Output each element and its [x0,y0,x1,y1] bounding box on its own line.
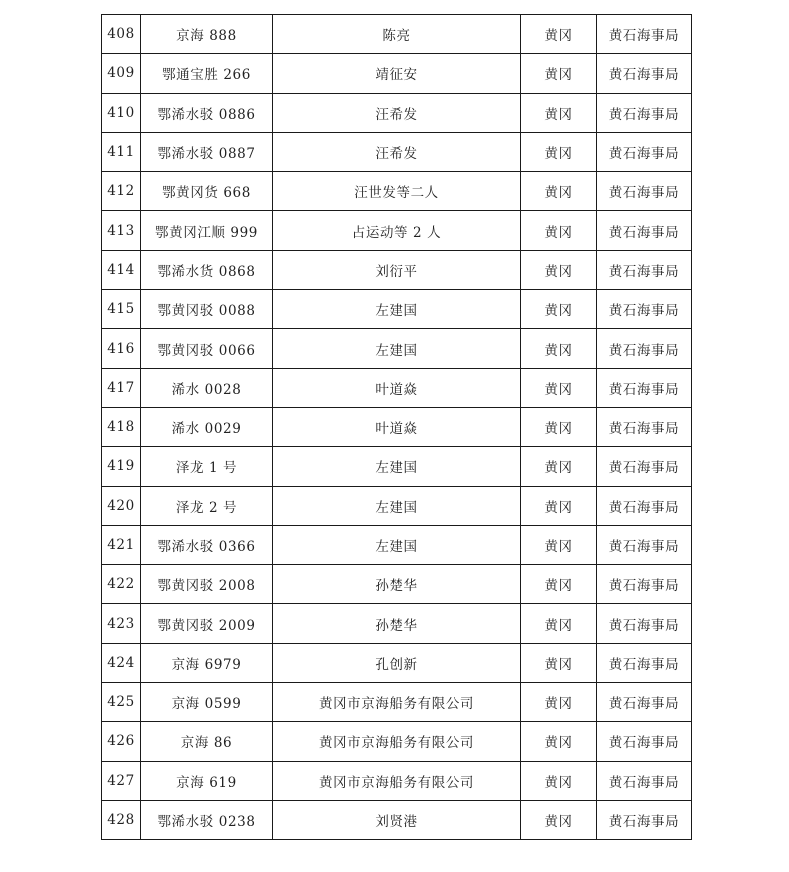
row-number-cell: 414 [102,250,141,289]
ship-name-cell: 鄂黄冈驳 0088 [141,290,273,329]
agency-cell: 黄石海事局 [597,761,692,800]
agency-cell: 黄石海事局 [597,604,692,643]
row-number-cell: 421 [102,525,141,564]
port-cell: 黄冈 [521,800,597,839]
row-number-cell: 410 [102,93,141,132]
table-row [102,368,692,407]
agency-cell: 黄石海事局 [597,172,692,211]
ship-name-cell: 鄂浠水驳 0887 [141,132,273,171]
table-row [102,250,692,289]
agency-cell: 黄石海事局 [597,15,692,54]
agency-cell: 黄石海事局 [597,683,692,722]
port-cell: 黄冈 [521,604,597,643]
row-number-cell: 415 [102,290,141,329]
ship-name-cell: 京海 619 [141,761,273,800]
ship-name-cell: 鄂黄冈江顺 999 [141,211,273,250]
table-row [102,525,692,564]
port-cell: 黄冈 [521,250,597,289]
row-number-cell: 418 [102,407,141,446]
agency-cell: 黄石海事局 [597,368,692,407]
agency-cell: 黄石海事局 [597,565,692,604]
table-row [102,329,692,368]
owner-cell: 陈亮 [273,15,521,54]
port-cell: 黄冈 [521,132,597,171]
ship-name-cell: 鄂浠水货 0868 [141,250,273,289]
owner-cell: 左建国 [273,486,521,525]
table-row [102,683,692,722]
owner-cell: 刘贤港 [273,800,521,839]
agency-cell: 黄石海事局 [597,525,692,564]
owner-cell: 叶道焱 [273,407,521,446]
ship-name-cell: 鄂黄冈驳 2008 [141,565,273,604]
ship-registry-table [101,14,692,840]
row-number-cell: 420 [102,486,141,525]
table-row [102,565,692,604]
row-number-cell: 408 [102,15,141,54]
table-row [102,172,692,211]
table-body [102,15,692,840]
ship-name-cell: 鄂黄冈货 668 [141,172,273,211]
owner-cell: 左建国 [273,290,521,329]
ship-name-cell: 鄂黄冈驳 2009 [141,604,273,643]
port-cell: 黄冈 [521,683,597,722]
table-row [102,604,692,643]
row-number-cell: 424 [102,643,141,682]
agency-cell: 黄石海事局 [597,54,692,93]
table-row [102,447,692,486]
table-row [102,93,692,132]
table-row [102,407,692,446]
ship-name-cell: 京海 0599 [141,683,273,722]
owner-cell: 靖征安 [273,54,521,93]
row-number-cell: 419 [102,447,141,486]
port-cell: 黄冈 [521,15,597,54]
row-number-cell: 426 [102,722,141,761]
port-cell: 黄冈 [521,172,597,211]
agency-cell: 黄石海事局 [597,407,692,446]
owner-cell: 汪希发 [273,93,521,132]
port-cell: 黄冈 [521,643,597,682]
table-row [102,211,692,250]
owner-cell: 孙楚华 [273,604,521,643]
table-row [102,800,692,839]
ship-name-cell: 浠水 0029 [141,407,273,446]
row-number-cell: 416 [102,329,141,368]
agency-cell: 黄石海事局 [597,93,692,132]
ship-name-cell: 鄂通宝胜 266 [141,54,273,93]
ship-name-cell: 浠水 0028 [141,368,273,407]
agency-cell: 黄石海事局 [597,211,692,250]
row-number-cell: 417 [102,368,141,407]
owner-cell: 汪世发等二人 [273,172,521,211]
table-row [102,132,692,171]
owner-cell: 左建国 [273,447,521,486]
ship-name-cell: 京海 86 [141,722,273,761]
table-row [102,486,692,525]
port-cell: 黄冈 [521,211,597,250]
port-cell: 黄冈 [521,329,597,368]
row-number-cell: 411 [102,132,141,171]
ship-name-cell: 泽龙 1 号 [141,447,273,486]
owner-cell: 左建国 [273,329,521,368]
port-cell: 黄冈 [521,93,597,132]
row-number-cell: 422 [102,565,141,604]
table-row [102,290,692,329]
agency-cell: 黄石海事局 [597,329,692,368]
agency-cell: 黄石海事局 [597,250,692,289]
agency-cell: 黄石海事局 [597,722,692,761]
row-number-cell: 409 [102,54,141,93]
table-row [102,761,692,800]
port-cell: 黄冈 [521,722,597,761]
port-cell: 黄冈 [521,486,597,525]
port-cell: 黄冈 [521,565,597,604]
row-number-cell: 423 [102,604,141,643]
port-cell: 黄冈 [521,54,597,93]
agency-cell: 黄石海事局 [597,290,692,329]
agency-cell: 黄石海事局 [597,447,692,486]
port-cell: 黄冈 [521,368,597,407]
row-number-cell: 427 [102,761,141,800]
row-number-cell: 413 [102,211,141,250]
port-cell: 黄冈 [521,407,597,446]
owner-cell: 刘衍平 [273,250,521,289]
ship-name-cell: 泽龙 2 号 [141,486,273,525]
row-number-cell: 428 [102,800,141,839]
table-row [102,54,692,93]
owner-cell: 叶道焱 [273,368,521,407]
owner-cell: 左建国 [273,525,521,564]
owner-cell: 黄冈市京海船务有限公司 [273,761,521,800]
ship-name-cell: 鄂浠水驳 0238 [141,800,273,839]
owner-cell: 汪希发 [273,132,521,171]
owner-cell: 黄冈市京海船务有限公司 [273,683,521,722]
table-row [102,643,692,682]
ship-name-cell: 京海 6979 [141,643,273,682]
owner-cell: 占运动等 2 人 [273,211,521,250]
ship-name-cell: 京海 888 [141,15,273,54]
ship-name-cell: 鄂黄冈驳 0066 [141,329,273,368]
port-cell: 黄冈 [521,761,597,800]
owner-cell: 孙楚华 [273,565,521,604]
table-row [102,15,692,54]
owner-cell: 孔创新 [273,643,521,682]
agency-cell: 黄石海事局 [597,486,692,525]
ship-registry-table-container [101,14,691,840]
port-cell: 黄冈 [521,447,597,486]
owner-cell: 黄冈市京海船务有限公司 [273,722,521,761]
table-row [102,722,692,761]
row-number-cell: 412 [102,172,141,211]
agency-cell: 黄石海事局 [597,132,692,171]
port-cell: 黄冈 [521,290,597,329]
ship-name-cell: 鄂浠水驳 0886 [141,93,273,132]
port-cell: 黄冈 [521,525,597,564]
agency-cell: 黄石海事局 [597,800,692,839]
ship-name-cell: 鄂浠水驳 0366 [141,525,273,564]
row-number-cell: 425 [102,683,141,722]
agency-cell: 黄石海事局 [597,643,692,682]
